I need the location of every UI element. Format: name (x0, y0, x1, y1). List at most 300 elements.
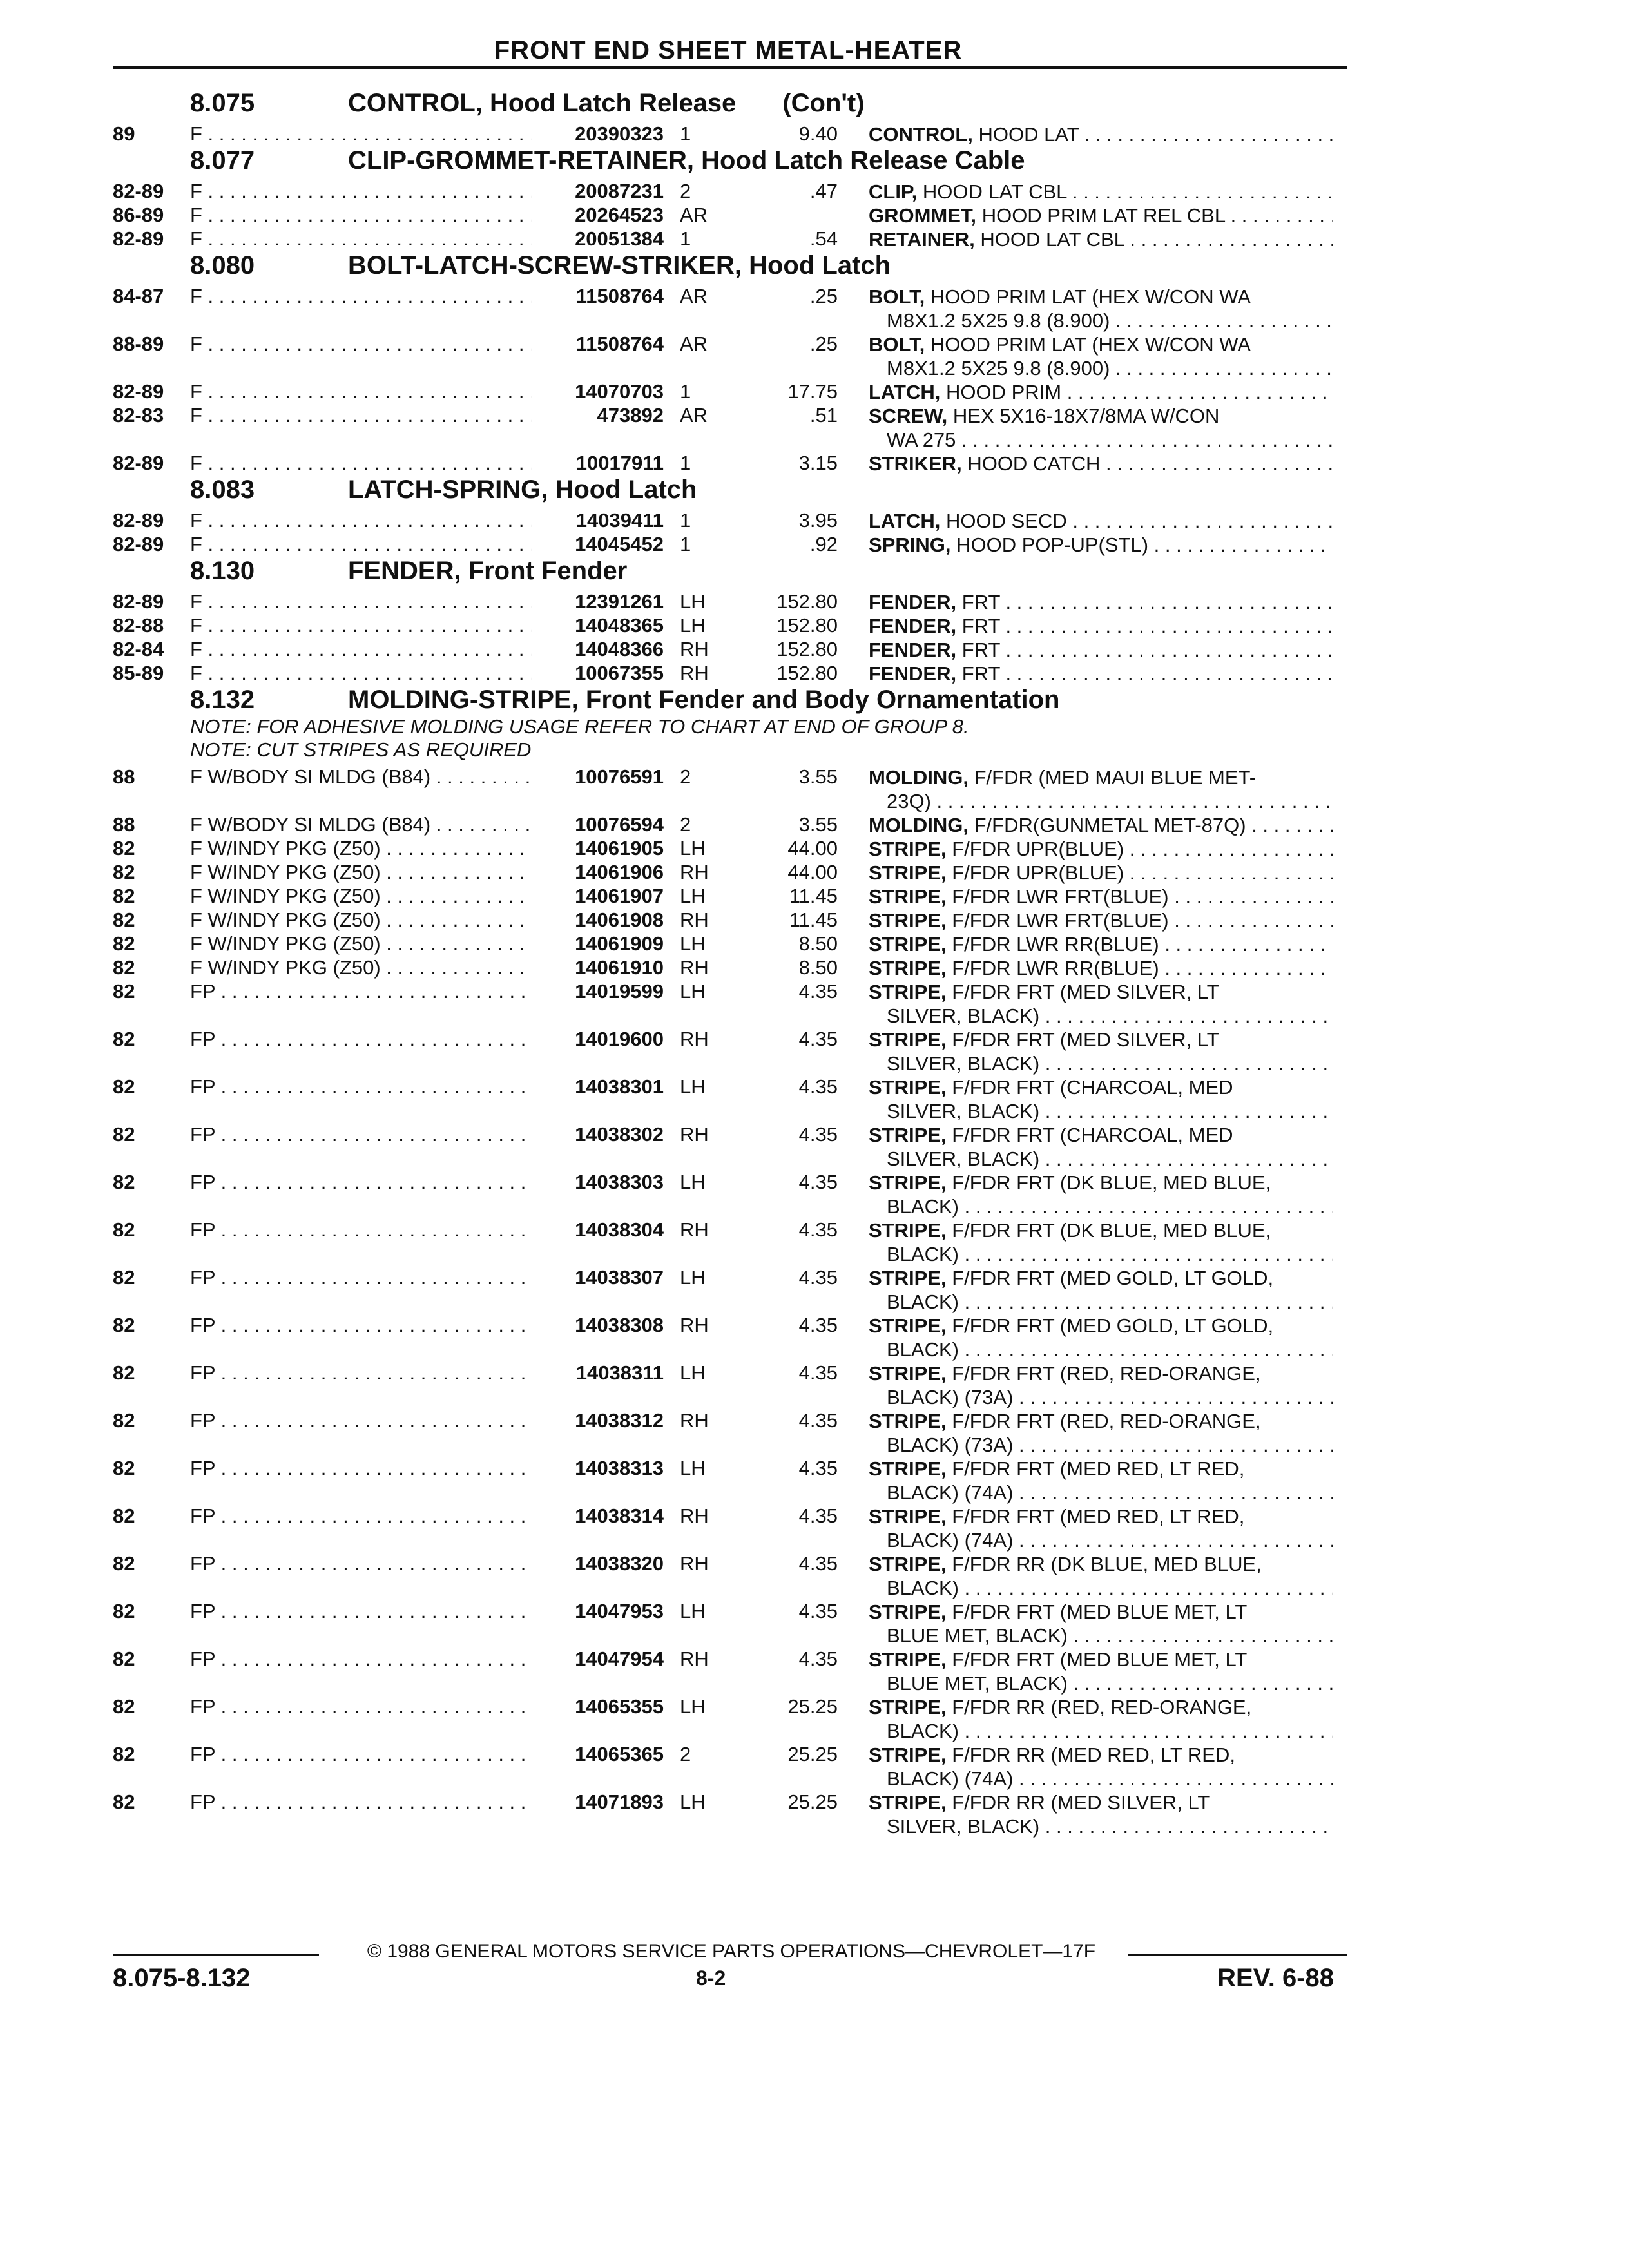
part-number: 14039411 (575, 509, 664, 532)
description-text: F/FDR FRT (RED, RED-ORANGE, (952, 1362, 1261, 1385)
source-code: F . . . (190, 285, 532, 308)
part-number: 20264523 (575, 204, 664, 226)
section-title-text: BOLT-LATCH-SCREW-STRIKER, Hood Latch (348, 251, 891, 280)
description-text: HOOD PRIM (945, 381, 1062, 403)
part-description (869, 1600, 1333, 1648)
price: 11.45 (789, 908, 838, 931)
quantity: LH (680, 885, 706, 907)
part-description (869, 662, 1333, 686)
quantity: RH (680, 908, 709, 931)
quantity: 1 (680, 509, 691, 532)
model-years: 82 (113, 1695, 135, 1718)
source-code: F . . . (190, 638, 532, 661)
price: .51 (809, 404, 838, 427)
section-title-text: FENDER, Front Fender (348, 557, 628, 585)
part-description (869, 1791, 1333, 1838)
part-description (869, 638, 1333, 662)
description-text: F/FDR UPR(BLUE) (952, 861, 1124, 884)
part-name: MOLDING, (869, 814, 969, 836)
section-title (348, 557, 627, 586)
part-name: STRIPE, (869, 1314, 947, 1337)
description-line (869, 1290, 1333, 1314)
part-number: 14038311 (575, 1361, 664, 1384)
section-title (348, 146, 1025, 175)
part-description (869, 614, 1333, 638)
description-text: F/FDR LWR FRT(BLUE) (952, 885, 1169, 908)
price: .25 (809, 332, 838, 355)
description-text: F/FDR UPR(BLUE) (952, 838, 1124, 860)
part-number: 14019599 (575, 980, 664, 1003)
part-name: STRIPE, (869, 1171, 947, 1194)
quantity: RH (680, 1218, 709, 1241)
part-number: 14038313 (575, 1457, 664, 1479)
model-years: 82-84 (113, 638, 164, 660)
price: 4.35 (798, 1266, 838, 1289)
price: 8.50 (798, 956, 838, 979)
description-text: M8X1.2 5X25 9.8 (8.900) (887, 357, 1110, 380)
description-line (869, 614, 1333, 638)
quantity: LH (680, 590, 706, 613)
source-code: FP . . . (190, 1743, 532, 1766)
part-description (869, 813, 1333, 837)
model-years: 82 (113, 1361, 135, 1384)
model-years: 82 (113, 908, 135, 931)
model-years: 82-89 (113, 452, 164, 474)
part-description (869, 980, 1333, 1028)
source-code: F W/INDY PKG (Z50) . . . (190, 932, 532, 956)
part-name: STRIPE, (869, 885, 947, 908)
part-number: 14038312 (575, 1409, 664, 1432)
quantity: RH (680, 1028, 709, 1050)
part-number: 14071893 (575, 1791, 664, 1813)
source-code: F . . . (190, 332, 532, 356)
description-text: F/FDR RR (MED RED, LT RED, (952, 1744, 1235, 1766)
description-text: BLACK) (73A) (887, 1386, 1014, 1408)
description-line (869, 204, 1333, 227)
model-years: 82 (113, 1218, 135, 1241)
quantity: RH (680, 1552, 709, 1575)
description-line (869, 1528, 1333, 1552)
part-number: 14038320 (575, 1552, 664, 1575)
model-years: 82-89 (113, 590, 164, 613)
part-description (869, 1171, 1333, 1218)
description-line (869, 1171, 1333, 1195)
part-name: STRIPE, (869, 1744, 947, 1766)
description-line (869, 1624, 1333, 1648)
section-header (0, 251, 1629, 284)
model-years: 82-89 (113, 533, 164, 555)
section-note: NOTE: CUT STRIPES AS REQUIRED (190, 738, 532, 761)
model-years: 82 (113, 1314, 135, 1336)
description-text: HOOD POP-UP(STL) (956, 533, 1149, 556)
part-description (869, 452, 1333, 476)
model-years: 82 (113, 1171, 135, 1193)
description-text: FRT (961, 615, 1000, 637)
description-text: BLACK) (74A) (887, 1529, 1014, 1552)
description-text: FRT (961, 639, 1000, 661)
part-name: STRIPE, (869, 1267, 947, 1289)
price: 4.35 (798, 1171, 838, 1193)
quantity: 1 (680, 452, 691, 474)
description-text: SILVER, BLACK) (887, 1004, 1040, 1027)
source-code: F W/BODY SI MLDG (B84) . . . (190, 765, 532, 789)
description-line (869, 885, 1333, 908)
part-name: SCREW, (869, 405, 948, 427)
part-name: STRIPE, (869, 957, 947, 979)
quantity: LH (680, 1695, 706, 1718)
description-text: BLACK) (74A) (887, 1767, 1014, 1790)
description-line (869, 509, 1333, 533)
part-number: 14048365 (575, 614, 664, 637)
description-line (869, 638, 1333, 662)
description-text: SILVER, BLACK) (887, 1815, 1040, 1838)
source-code: F W/INDY PKG (Z50) . . . (190, 837, 532, 860)
price: .47 (809, 180, 838, 202)
quantity: RH (680, 1648, 709, 1670)
part-number: 473892 (597, 404, 664, 427)
description-text: HOOD PRIM LAT (HEX W/CON WA (930, 285, 1251, 308)
description-text: SILVER, BLACK) (887, 1100, 1040, 1122)
description-line (869, 428, 1333, 452)
part-name: STRIPE, (869, 1791, 947, 1814)
model-years: 82-89 (113, 227, 164, 250)
model-years: 82-88 (113, 614, 164, 637)
part-description (869, 765, 1333, 813)
part-description (869, 1504, 1333, 1552)
part-number: 14045452 (575, 533, 664, 555)
model-years: 82 (113, 1075, 135, 1098)
source-code: FP . . . (190, 1361, 532, 1385)
part-number: 14061907 (575, 885, 664, 907)
price: 152.80 (776, 590, 838, 613)
part-number: 12391261 (575, 590, 664, 613)
quantity: 1 (680, 227, 691, 250)
description-text: F/FDR LWR RR(BLUE) (952, 933, 1159, 956)
part-description (869, 885, 1333, 908)
source-code: FP . . . (190, 1075, 532, 1099)
model-years: 82-89 (113, 509, 164, 532)
part-name: BOLT, (869, 285, 925, 308)
source-code: F . . . (190, 452, 532, 475)
quantity: LH (680, 932, 706, 955)
part-name: LATCH, (869, 381, 941, 403)
quantity: LH (680, 1361, 706, 1384)
description-text: F/FDR(GUNMETAL MET-87Q) (974, 814, 1246, 836)
description-text: F/FDR FRT (MED GOLD, LT GOLD, (952, 1314, 1274, 1337)
part-description (869, 1743, 1333, 1791)
quantity: LH (680, 1600, 706, 1622)
part-name: CLIP, (869, 180, 918, 203)
part-description (869, 590, 1333, 614)
description-text: F/FDR RR (RED, RED-ORANGE, (952, 1696, 1252, 1718)
description-text: F/FDR FRT (MED RED, LT RED, (952, 1457, 1245, 1480)
model-years: 82 (113, 1409, 135, 1432)
description-line (869, 1791, 1333, 1814)
description-line (869, 765, 1333, 789)
quantity: RH (680, 1504, 709, 1527)
description-line (869, 285, 1333, 309)
section-number: 8.080 (190, 251, 255, 280)
description-line (869, 908, 1333, 932)
part-number: 14047953 (575, 1600, 664, 1622)
model-years: 85-89 (113, 662, 164, 684)
footer-rule-left (113, 1954, 319, 1956)
part-description (869, 837, 1333, 861)
description-text: HOOD PRIM LAT REL CBL (981, 204, 1225, 227)
source-code: FP . . . (190, 1409, 532, 1432)
description-line (869, 590, 1333, 614)
description-text: SILVER, BLACK) (887, 1148, 1040, 1170)
description-line (869, 452, 1333, 476)
description-text: F/FDR FRT (MED GOLD, LT GOLD, (952, 1267, 1274, 1289)
price: 4.35 (798, 1648, 838, 1670)
model-years: 82 (113, 861, 135, 883)
quantity: AR (680, 204, 708, 226)
quantity: 1 (680, 533, 691, 555)
description-text: F/FDR FRT (MED RED, LT RED, (952, 1505, 1245, 1528)
description-line (869, 380, 1333, 404)
part-number: 14038307 (575, 1266, 664, 1289)
price: 25.25 (787, 1695, 838, 1718)
price: 4.35 (798, 1361, 838, 1384)
footer-revision: REV. 6-88 (1217, 1964, 1334, 1992)
description-line (869, 662, 1333, 686)
part-description (869, 509, 1333, 533)
price: .25 (809, 285, 838, 307)
part-number: 14065355 (575, 1695, 664, 1718)
quantity: LH (680, 1266, 706, 1289)
description-text: FRT (961, 662, 1000, 685)
source-code: F . . . (190, 533, 532, 556)
part-description (869, 956, 1333, 980)
quantity: LH (680, 1075, 706, 1098)
part-description (869, 932, 1333, 956)
model-years: 82 (113, 1791, 135, 1813)
description-text: BLACK) (887, 1720, 959, 1742)
model-years: 82 (113, 1266, 135, 1289)
price: 152.80 (776, 662, 838, 684)
part-name: STRIPE, (869, 1028, 947, 1051)
part-number: 20051384 (575, 227, 664, 250)
price: 25.25 (787, 1791, 838, 1813)
part-description (869, 180, 1333, 204)
model-years: 82 (113, 885, 135, 907)
description-line (869, 1671, 1333, 1695)
model-years: 82-83 (113, 404, 164, 427)
description-line (869, 1433, 1333, 1457)
description-text: F/FDR FRT (MED BLUE MET, LT (952, 1648, 1248, 1671)
model-years: 82-89 (113, 180, 164, 202)
part-name: BOLT, (869, 333, 925, 356)
quantity: RH (680, 956, 709, 979)
quantity: LH (680, 1171, 706, 1193)
part-name: SPRING, (869, 533, 951, 556)
price: .92 (809, 533, 838, 555)
quantity: 1 (680, 380, 691, 403)
footer-section-range: 8.075-8.132 (113, 1964, 251, 1992)
section-number: 8.083 (190, 476, 255, 504)
description-line (869, 227, 1333, 251)
model-years: 82 (113, 1600, 135, 1622)
part-number: 14038304 (575, 1218, 664, 1241)
part-name: MOLDING, (869, 766, 969, 789)
part-name: STRIPE, (869, 1457, 947, 1480)
section-number: 8.130 (190, 557, 255, 585)
description-text: HOOD SECD (945, 510, 1067, 532)
model-years: 82 (113, 1504, 135, 1527)
section-header (0, 89, 1629, 121)
description-line (869, 332, 1333, 356)
description-text: F/FDR LWR FRT(BLUE) (952, 909, 1169, 932)
quantity: 2 (680, 180, 691, 202)
source-code: F . . . (190, 380, 532, 403)
price: 4.35 (798, 1600, 838, 1622)
part-description (869, 1552, 1333, 1600)
part-description (869, 204, 1333, 227)
description-line (869, 1099, 1333, 1123)
part-description (869, 908, 1333, 932)
section-title (348, 251, 891, 280)
part-number: 14061910 (575, 956, 664, 979)
price: 3.15 (798, 452, 838, 474)
part-number: 14061905 (575, 837, 664, 860)
part-name: STRIPE, (869, 909, 947, 932)
description-line (869, 1052, 1333, 1075)
quantity: RH (680, 662, 709, 684)
description-text: F/FDR LWR RR(BLUE) (952, 957, 1159, 979)
part-name: STRIPE, (869, 1076, 947, 1099)
part-description (869, 533, 1333, 557)
section-title-text: LATCH-SPRING, Hood Latch (348, 476, 697, 504)
source-code: FP . . . (190, 1218, 532, 1242)
source-code: F . . . (190, 122, 532, 146)
description-line (869, 1695, 1333, 1719)
description-text: F/FDR FRT (CHARCOAL, MED (952, 1124, 1233, 1146)
quantity: LH (680, 1457, 706, 1479)
part-description (869, 1648, 1333, 1695)
quantity: LH (680, 980, 706, 1003)
description-line (869, 1409, 1333, 1433)
part-number: 14065365 (575, 1743, 664, 1765)
description-line (869, 813, 1333, 837)
part-name: FENDER, (869, 662, 957, 685)
header-rule (113, 66, 1347, 69)
description-line (869, 1028, 1333, 1052)
part-number: 14038301 (575, 1075, 664, 1098)
source-code: F . . . (190, 662, 532, 685)
description-text: F/FDR FRT (DK BLUE, MED BLUE, (952, 1219, 1271, 1242)
source-code: F . . . (190, 614, 532, 637)
part-description (869, 380, 1333, 404)
part-name: STRIPE, (869, 1219, 947, 1242)
description-text: HOOD PRIM LAT (HEX W/CON WA (930, 333, 1251, 356)
description-line (869, 1361, 1333, 1385)
description-line (869, 1338, 1333, 1361)
price: 44.00 (787, 861, 838, 883)
footer-copyright: © 1988 GENERAL MOTORS SERVICE PARTS OPERATIONS—CHEVROLET—17F (367, 1941, 1096, 1962)
description-text: HOOD LAT CBL (980, 228, 1124, 251)
model-years: 88 (113, 765, 135, 788)
section-title (348, 686, 1059, 715)
quantity: 2 (680, 1743, 691, 1765)
source-code: F W/INDY PKG (Z50) . . . (190, 956, 532, 979)
price: 11.45 (789, 885, 838, 907)
quantity: LH (680, 837, 706, 860)
price: 17.75 (787, 380, 838, 403)
part-number: 14038308 (575, 1314, 664, 1336)
description-line (869, 1004, 1333, 1028)
model-years: 82-89 (113, 380, 164, 403)
section-note: NOTE: FOR ADHESIVE MOLDING USAGE REFER TO CHART AT END OF GROUP 8. (190, 715, 969, 738)
description-line (869, 1147, 1333, 1171)
source-code: F . . . (190, 404, 532, 427)
source-code: FP . . . (190, 1457, 532, 1480)
source-code: F W/INDY PKG (Z50) . . . (190, 861, 532, 884)
part-description (869, 1075, 1333, 1123)
source-code: FP . . . (190, 1504, 532, 1528)
source-code: FP . . . (190, 1695, 532, 1718)
description-text: BLUE MET, BLACK) (887, 1624, 1068, 1647)
part-number: 14061906 (575, 861, 664, 883)
part-name: STRIPE, (869, 1648, 947, 1671)
part-name: RETAINER, (869, 228, 975, 251)
price: 152.80 (776, 638, 838, 660)
description-line (869, 861, 1333, 885)
description-line (869, 1195, 1333, 1218)
part-number: 14061908 (575, 908, 664, 931)
section-number: 8.132 (190, 686, 255, 714)
description-text: FRT (961, 591, 1000, 613)
part-description (869, 1695, 1333, 1743)
part-name: FENDER, (869, 615, 957, 637)
price: 3.55 (798, 813, 838, 836)
source-code: F . . . (190, 204, 532, 227)
description-text: HOOD LAT CBL (922, 180, 1067, 203)
part-description (869, 1218, 1333, 1266)
description-line (869, 1218, 1333, 1242)
quantity: LH (680, 1791, 706, 1813)
description-text: BLACK) (887, 1338, 959, 1361)
part-number: 10076594 (575, 813, 664, 836)
model-years: 82 (113, 1028, 135, 1050)
model-years: 82 (113, 1123, 135, 1146)
part-description (869, 332, 1333, 380)
description-line (869, 1743, 1333, 1767)
description-line (869, 932, 1333, 956)
description-line (869, 980, 1333, 1004)
price: 3.95 (798, 509, 838, 532)
description-text: M8X1.2 5X25 9.8 (8.900) (887, 309, 1110, 332)
source-code: FP . . . (190, 1600, 532, 1623)
part-number: 14048366 (575, 638, 664, 660)
section-title-suffix: (Con't) (782, 89, 865, 117)
source-code: FP . . . (190, 1123, 532, 1146)
description-text: SILVER, BLACK) (887, 1052, 1040, 1075)
description-line (869, 122, 1333, 146)
model-years: 82 (113, 980, 135, 1003)
description-line (869, 180, 1333, 204)
description-text: F/FDR FRT (MED SILVER, LT (952, 981, 1219, 1003)
model-years: 89 (113, 122, 135, 145)
description-line (869, 1504, 1333, 1528)
price: 9.40 (798, 122, 838, 145)
model-years: 84-87 (113, 285, 164, 307)
description-line (869, 1767, 1333, 1791)
description-line (869, 1242, 1333, 1266)
source-code: FP . . . (190, 1552, 532, 1575)
description-text: BLACK) (887, 1577, 959, 1599)
source-code: FP . . . (190, 1028, 532, 1051)
